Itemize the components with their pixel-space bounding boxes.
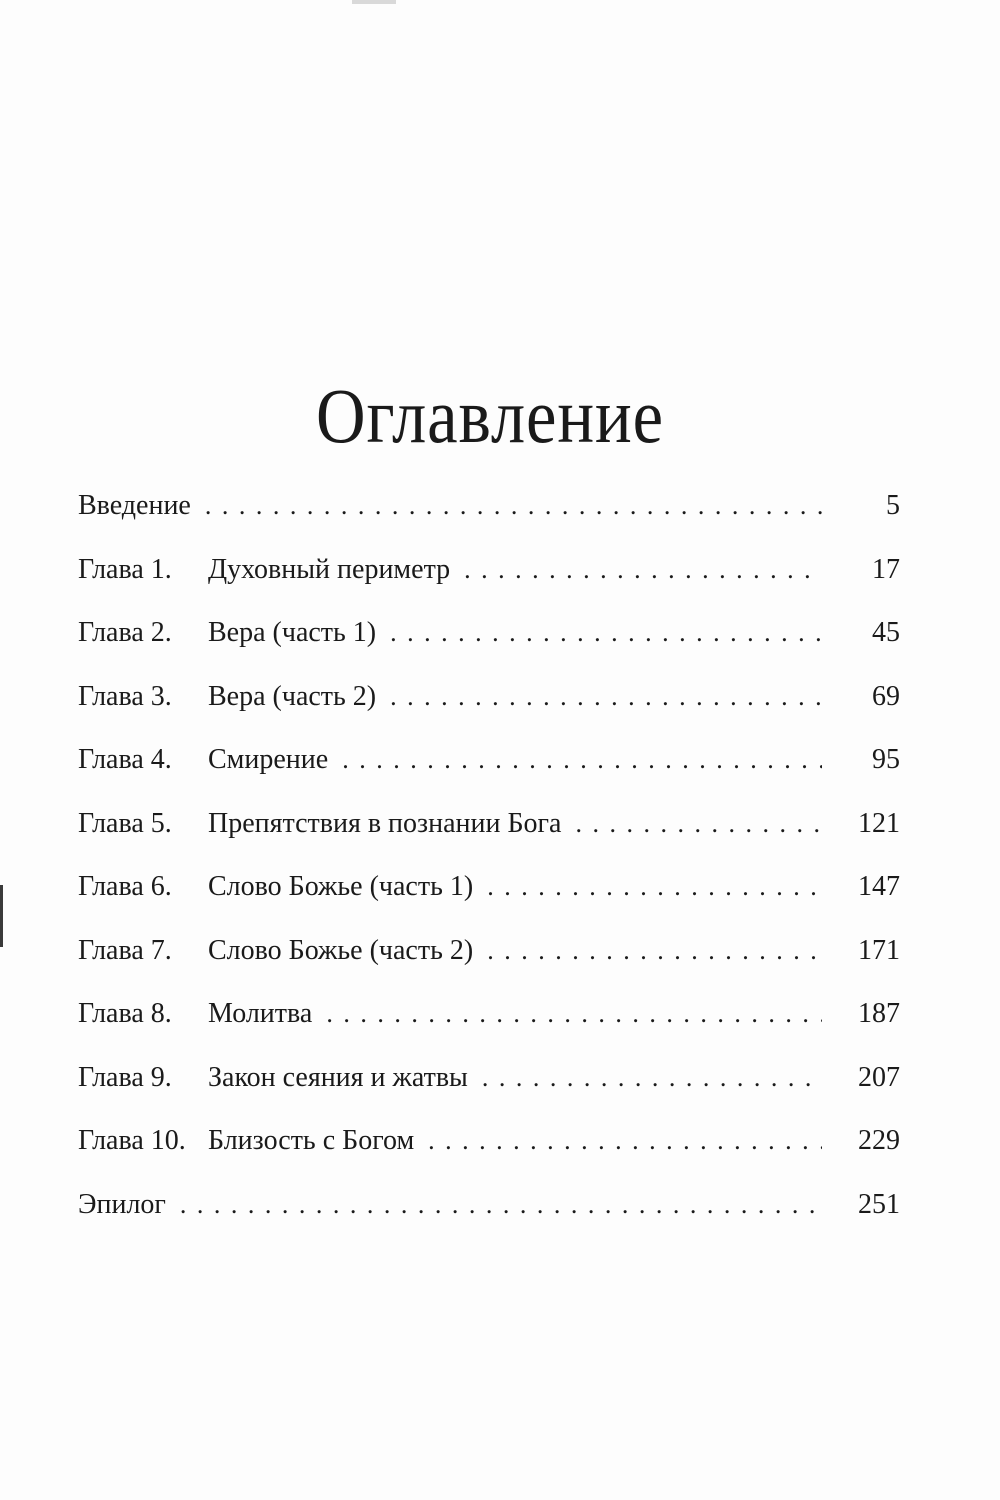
page-title: Оглавление	[316, 372, 664, 460]
toc-entry-title: Духовный периметр	[208, 553, 451, 585]
toc-entry-chapter-4	[78, 746, 900, 810]
toc-entry-title: Введение	[78, 490, 191, 521]
toc-entry-page: 5	[886, 490, 900, 521]
scan-mark-top	[352, 0, 396, 4]
toc-entry-page: 147	[858, 871, 900, 902]
toc-entry-number: Глава 2.	[78, 617, 172, 648]
toc-entry-chapter-10	[78, 1127, 900, 1191]
dot-leader	[390, 620, 822, 646]
toc-entry-page: 207	[858, 1061, 900, 1093]
scan-mark-edge	[0, 885, 3, 947]
toc-entry-page: 17	[872, 553, 900, 585]
toc-entry-title: Слово Божье (часть 1)	[208, 871, 474, 902]
toc-entry-title: Близость с Богом	[208, 1125, 415, 1156]
toc-entry-chapter-1	[78, 553, 900, 620]
dot-leader	[487, 938, 822, 964]
dot-leader	[428, 1128, 822, 1154]
table-of-contents	[78, 492, 900, 1254]
toc-entry-chapter-2	[78, 619, 900, 683]
toc-entry-page: 229	[858, 1125, 900, 1156]
toc-entry-number: Глава 4.	[78, 744, 172, 775]
dot-leader	[326, 1001, 822, 1027]
toc-entry-chapter-3	[78, 680, 900, 747]
toc-entry-page: 171	[858, 934, 900, 966]
toc-entry-epilogue	[78, 1188, 900, 1255]
toc-entry-number: Глава 5.	[78, 807, 172, 839]
toc-entry-page: 45	[872, 617, 900, 648]
toc-entry-number: Глава 9.	[78, 1061, 172, 1093]
dot-leader	[180, 1192, 822, 1218]
dot-leader	[482, 1065, 822, 1091]
toc-entry-chapter-8	[78, 1000, 900, 1064]
toc-entry-number: Глава 8.	[78, 998, 172, 1029]
toc-entry-number: Глава 3.	[78, 680, 172, 712]
dot-leader	[342, 747, 822, 773]
toc-entry-intro	[78, 492, 900, 556]
dot-leader	[205, 493, 822, 519]
toc-entry-chapter-7	[78, 934, 900, 1001]
toc-entry-chapter-6	[78, 873, 900, 937]
dot-leader	[390, 684, 822, 710]
dot-leader	[487, 874, 822, 900]
toc-entry-title: Закон сеяния и жатвы	[208, 1061, 468, 1093]
toc-entry-number: Глава 10.	[78, 1125, 186, 1156]
toc-entry-page: 121	[858, 807, 900, 839]
toc-entry-chapter-9	[78, 1061, 900, 1128]
dot-leader	[464, 557, 822, 583]
toc-entry-title: Эпилог	[78, 1188, 166, 1220]
toc-entry-number: Глава 6.	[78, 871, 172, 902]
toc-entry-page: 187	[858, 998, 900, 1029]
toc-entry-number: Глава 1.	[78, 553, 172, 585]
toc-entry-title: Слово Божье (часть 2)	[208, 934, 474, 966]
toc-entry-title: Вера (часть 2)	[208, 680, 377, 712]
toc-entry-title: Смирение	[208, 744, 329, 775]
toc-entry-page: 69	[872, 680, 900, 712]
toc-entry-title: Препятствия в познании Бога	[208, 807, 562, 839]
toc-entry-page: 95	[872, 744, 900, 775]
toc-entry-number: Глава 7.	[78, 934, 172, 966]
toc-entry-chapter-5	[78, 807, 900, 874]
toc-entry-page: 251	[858, 1188, 900, 1220]
dot-leader	[575, 811, 822, 837]
toc-entry-title: Вера (часть 1)	[208, 617, 377, 648]
toc-entry-title: Молитва	[208, 998, 313, 1029]
